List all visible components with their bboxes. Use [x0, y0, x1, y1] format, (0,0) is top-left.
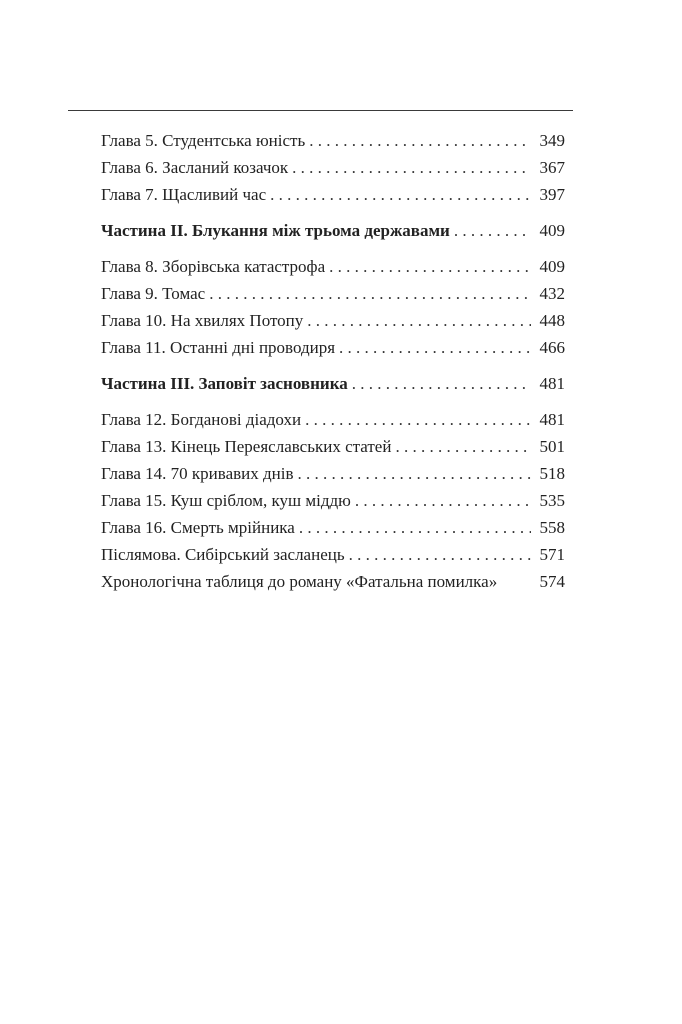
toc-entry-page-number: 481: [539, 374, 565, 393]
dot-leader: [299, 514, 531, 541]
dot-leader: [307, 307, 531, 334]
dot-leader: [309, 127, 531, 154]
toc-entry-page-number: 409: [539, 221, 565, 240]
toc-entry-page-number: 397: [539, 185, 565, 204]
toc-entry-chapter-15[interactable]: [101, 487, 565, 514]
toc-entry-label: Післямова. Сибірський засланець: [101, 545, 345, 564]
toc-entry-chapter-12[interactable]: [101, 406, 565, 433]
toc-entry-chapter-6[interactable]: [101, 154, 565, 181]
table-of-contents: [101, 127, 565, 595]
dot-leader: [209, 280, 531, 307]
toc-entry-page-number: 501: [539, 437, 565, 456]
toc-entry-label: Хронологічна таблиця до роману «Фатальна помилка»: [101, 572, 498, 591]
toc-entry-chronology-table[interactable]: [101, 568, 565, 595]
header-rule: [68, 110, 573, 111]
toc-entry-label: Глава 6. Засланий козачок: [101, 158, 289, 177]
toc-entry-label: Глава 12. Богданові діадохи: [101, 410, 302, 429]
toc-entry-page-number: 466: [539, 338, 565, 357]
toc-entry-page-number: 448: [539, 311, 565, 330]
toc-entry-chapter-13[interactable]: [101, 433, 565, 460]
toc-entry-page-number: 349: [539, 131, 565, 150]
dot-leader: [270, 181, 531, 208]
dot-leader: [339, 334, 531, 361]
toc-entry-label: Глава 10. На хвилях Потопу: [101, 311, 304, 330]
toc-entry-chapter-7[interactable]: [101, 181, 565, 208]
dot-leader: [355, 487, 531, 514]
toc-entry-label: Глава 9. Томас: [101, 284, 206, 303]
toc-entry-label: Глава 7. Щасливий час: [101, 185, 267, 204]
toc-entry-page-number: 409: [539, 257, 565, 276]
toc-entry-page-number: 574: [539, 572, 565, 591]
toc-entry-chapter-16[interactable]: [101, 514, 565, 541]
toc-entry-label: Глава 8. Зборівська катастрофа: [101, 257, 326, 276]
toc-entry-chapter-9[interactable]: [101, 280, 565, 307]
toc-part-label: Частина II. Блукання між трьома державами: [101, 221, 450, 240]
toc-entry-page-number: 367: [539, 158, 565, 177]
toc-entry-chapter-8[interactable]: [101, 253, 565, 280]
toc-entry-chapter-5[interactable]: [101, 127, 565, 154]
dot-leader: [352, 370, 531, 397]
dot-leader: [454, 217, 531, 244]
toc-entry-page-number: 571: [539, 545, 565, 564]
toc-entry-chapter-11[interactable]: [101, 334, 565, 361]
dot-leader: [395, 433, 531, 460]
toc-entry-page-number: 432: [539, 284, 565, 303]
toc-part-label: Частина III. Заповіт засновника: [101, 374, 348, 393]
toc-entry-part-3[interactable]: [101, 370, 565, 397]
toc-entry-part-2[interactable]: [101, 217, 565, 244]
dot-leader: [292, 154, 531, 181]
toc-entry-page-number: 481: [539, 410, 565, 429]
toc-entry-chapter-14[interactable]: [101, 460, 565, 487]
dot-leader: [329, 253, 531, 280]
toc-entry-label: Глава 5. Студентська юність: [101, 131, 306, 150]
dot-leader: [305, 406, 531, 433]
toc-entry-label: Глава 13. Кінець Переяславських статей: [101, 437, 392, 456]
dot-leader: [349, 541, 531, 568]
dot-leader: [298, 460, 531, 487]
toc-entry-afterword[interactable]: [101, 541, 565, 568]
toc-entry-page-number: 518: [539, 464, 565, 483]
toc-entry-label: Глава 15. Куш сріблом, куш міддю: [101, 491, 351, 510]
toc-entry-page-number: 558: [539, 518, 565, 537]
toc-entry-label: Глава 14. 70 кривавих днів: [101, 464, 294, 483]
toc-entry-label: Глава 16. Смерть мрійника: [101, 518, 295, 537]
toc-entry-label: Глава 11. Останні дні проводиря: [101, 338, 336, 357]
toc-entry-chapter-10[interactable]: [101, 307, 565, 334]
toc-entry-page-number: 535: [539, 491, 565, 510]
